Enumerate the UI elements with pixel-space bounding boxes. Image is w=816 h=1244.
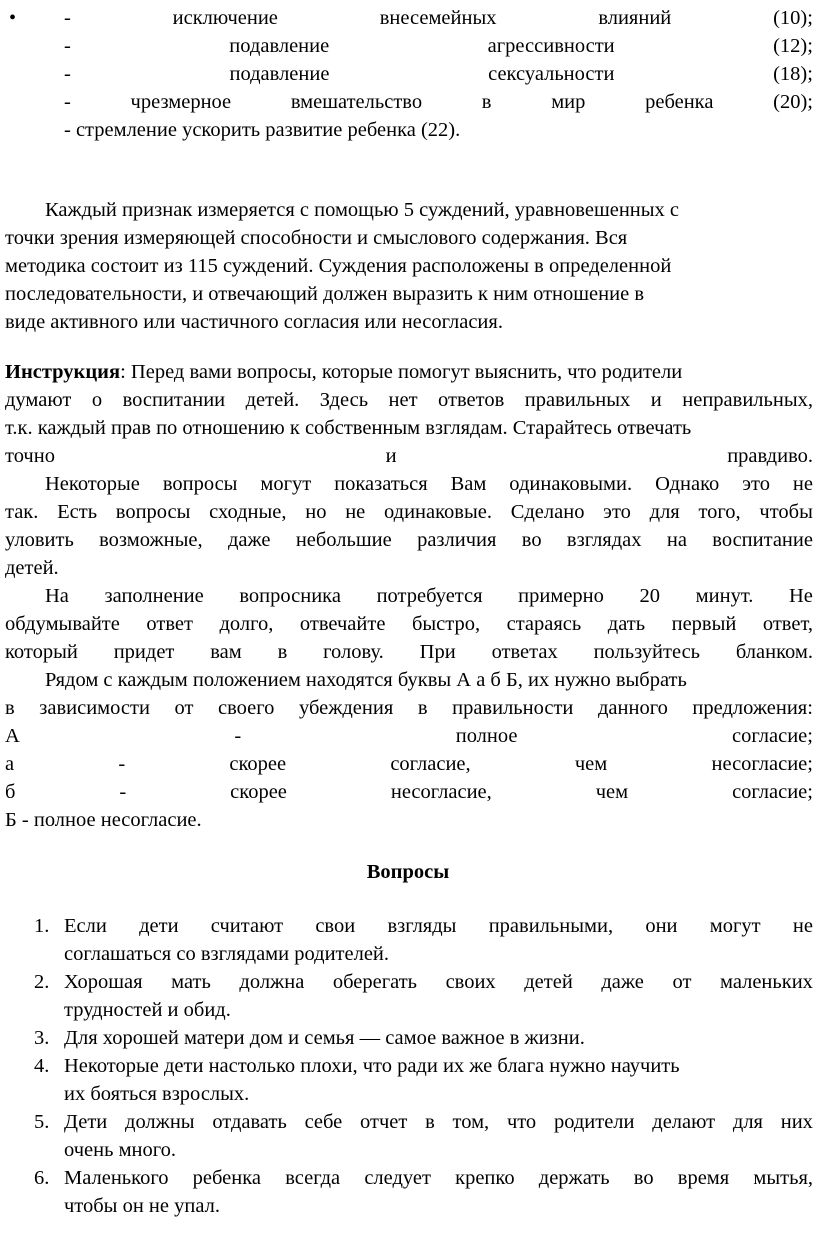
word: данного (597, 697, 668, 719)
word: - (119, 781, 127, 803)
word: очень много. (64, 1139, 177, 1161)
word: ответ (146, 613, 193, 635)
word: согласие, (390, 753, 471, 775)
word: одинаковыми. (509, 473, 633, 495)
bullet-item (64, 4, 813, 32)
word: различия (417, 529, 497, 551)
word: вопросы (115, 501, 191, 523)
word: Есть (57, 501, 98, 523)
word: себе (304, 1111, 343, 1133)
word: свои (315, 915, 356, 937)
word: (20); (773, 91, 813, 113)
word: неправильных, (682, 389, 813, 411)
word: это (742, 473, 770, 495)
word: взглядах (566, 529, 642, 551)
word: и (650, 389, 662, 411)
word: мать (171, 971, 211, 993)
word: придет (113, 641, 175, 663)
question-line (64, 940, 813, 968)
word: чем (595, 781, 629, 803)
word: стараясь (506, 613, 582, 635)
word: Некоторые (45, 473, 140, 495)
word: воспитании (122, 389, 226, 411)
paragraph-line (5, 554, 813, 582)
word: мытья, (753, 1167, 813, 1189)
word: полное (455, 725, 518, 747)
word: При (419, 641, 456, 663)
paragraph-line (5, 722, 813, 750)
word: оберегать (332, 971, 418, 993)
word: Сделано (510, 501, 585, 523)
word: подавление (229, 35, 330, 57)
word: вам (210, 641, 242, 663)
word: - стремление ускорить развитие ребенка (22). (64, 119, 461, 141)
word: первый (671, 613, 737, 635)
word: долго, (219, 613, 274, 635)
question-line (64, 1080, 813, 1108)
bullet-icon: • (9, 7, 17, 29)
question-line (64, 1192, 813, 1220)
word: потребуется (376, 585, 483, 607)
paragraph-line (5, 224, 813, 252)
word: правильными, (488, 915, 614, 937)
word: согласие; (732, 781, 813, 803)
word: скорее (230, 781, 287, 803)
word: Если (64, 915, 107, 937)
word: ответах (491, 641, 558, 663)
word: агрессивности (487, 35, 615, 57)
word: Некоторые дети настолько плохи, что ради их же блага нужно научить (64, 1055, 680, 1077)
word: чтобы (759, 501, 813, 523)
word: небольшие (295, 529, 392, 551)
word: одинаковые. (383, 501, 492, 523)
word: зависимости (39, 697, 150, 719)
word: от (174, 697, 194, 719)
word: ребенка (645, 91, 714, 113)
word: согласие; (732, 725, 813, 747)
paragraph-line (5, 526, 813, 554)
word: взгляды (387, 915, 457, 937)
word: делают (652, 1111, 716, 1133)
word: время (677, 1167, 730, 1189)
word: во (633, 1167, 654, 1189)
word: заполнение (104, 585, 204, 607)
word: могут (709, 915, 761, 937)
word: отвечайте (299, 613, 386, 635)
word: Каждый признак измеряется с помощью 5 суждений, уравновешенных с (45, 199, 680, 221)
word: детей. (5, 557, 59, 579)
word: даже (601, 971, 644, 993)
word: вмешательство (290, 91, 423, 113)
paragraph-line (5, 638, 813, 666)
paragraph-line (5, 252, 813, 280)
word: детей. (245, 389, 300, 411)
word: голову. (323, 641, 384, 663)
word: во (521, 529, 542, 551)
question-line (64, 1108, 813, 1136)
word: они (645, 915, 678, 937)
word: возможные, (99, 529, 203, 551)
word: дети (139, 915, 179, 937)
bullet-item (64, 116, 813, 144)
word: 20 (639, 585, 661, 607)
word: правдиво. (727, 445, 813, 467)
word: должна (239, 971, 305, 993)
question-number: 6. (34, 1167, 50, 1189)
word: трудностей и обид. (64, 999, 231, 1021)
word: в (277, 641, 288, 663)
word: что (506, 1111, 537, 1133)
paragraph-line (5, 694, 813, 722)
word: всегда (285, 1167, 341, 1189)
word: отдавать (212, 1111, 287, 1133)
word: - (118, 753, 126, 775)
word: точно (5, 445, 55, 467)
word: правильности (452, 697, 574, 719)
word: несогласие; (711, 753, 813, 775)
word: методика состоит из 115 суждений. Суждения расположены в определенной (5, 255, 672, 277)
questions-heading: Вопросы (366, 861, 450, 883)
word: быстро, (411, 613, 481, 635)
instruction-line (5, 358, 813, 386)
word: примерно (518, 585, 604, 607)
paragraph-line (45, 666, 813, 694)
word: воспитание (712, 529, 813, 551)
word: (12); (773, 35, 813, 57)
word: чрезмерное (130, 91, 232, 113)
word: б (5, 781, 16, 803)
word: - (64, 63, 71, 85)
question-number: 5. (34, 1111, 50, 1133)
word: ответ, (762, 613, 813, 635)
word: своих (445, 971, 496, 993)
word: исключение (172, 7, 278, 29)
word: Рядом с каждым положением находятся буквы А а б Б, их нужно выбрать (45, 669, 687, 691)
paragraph-line (5, 308, 813, 336)
word: который (5, 641, 78, 663)
word: соглашаться со взглядами родителей. (64, 943, 390, 965)
word: Однако (655, 473, 720, 495)
word: (18); (773, 63, 813, 85)
word: А (5, 725, 20, 747)
word: ответов (438, 389, 505, 411)
word: о (91, 389, 103, 411)
question-number: 4. (34, 1055, 50, 1077)
word: Здесь (319, 389, 369, 411)
instruction-line (5, 386, 813, 414)
word: мир (551, 91, 586, 113)
word: подавление (229, 63, 330, 85)
word: сексуальности (488, 63, 615, 85)
word: родители (553, 1111, 635, 1133)
word: Хорошая (64, 971, 143, 993)
question-line (64, 1136, 813, 1164)
word: не (792, 915, 813, 937)
word: в (5, 697, 15, 719)
word: вопросника (239, 585, 341, 607)
word: чтобы он не упал. (64, 1195, 220, 1217)
word: в (417, 697, 428, 719)
word: и (385, 445, 397, 467)
word: уловить (5, 529, 74, 551)
word: сходные, (209, 501, 287, 523)
paragraph-line (45, 470, 813, 498)
question-line (64, 1164, 813, 1192)
bullet-item (64, 32, 813, 60)
paragraph-line (5, 610, 813, 638)
word: на (666, 529, 687, 551)
word: держать (538, 1167, 610, 1189)
word: точки зрения измеряющей способности и смыслового содержания. Вся (5, 227, 628, 249)
word: предложения: (692, 697, 813, 719)
word: чем (574, 753, 608, 775)
question-number: 3. (34, 1027, 50, 1049)
question-line (64, 996, 813, 1024)
word: того, (698, 501, 741, 523)
word: для (732, 1111, 763, 1133)
word: отчет (360, 1111, 408, 1133)
word: - (64, 7, 71, 29)
instruction-text: : Перед вами вопросы, которые помогут выяснить, что родители (120, 361, 683, 383)
word: внесемейных (379, 7, 497, 29)
word: минут. (695, 585, 754, 607)
word: Для хорошей матери дом и семья — самое важное в жизни. (64, 1027, 585, 1049)
word: На (45, 585, 69, 607)
instruction-line (5, 442, 813, 470)
paragraph-line (5, 280, 813, 308)
word: нет (388, 389, 418, 411)
word: в (425, 1111, 435, 1133)
word: показаться (334, 473, 428, 495)
paragraph-line (5, 778, 813, 806)
word: последовательности, и отвечающий должен выразить к ним отношение в (5, 283, 644, 305)
word: убеждения (298, 697, 394, 719)
word: том, (452, 1111, 490, 1133)
bullet-item (64, 60, 813, 88)
word: бланком. (735, 641, 813, 663)
word: влияний (598, 7, 672, 29)
question-line (64, 968, 813, 996)
word: - (64, 35, 71, 57)
paragraph-line (45, 582, 813, 610)
question-line (64, 1024, 813, 1052)
question-line (64, 912, 813, 940)
bullet-item (64, 88, 813, 116)
word: следует (364, 1167, 431, 1189)
word: обдумывайте (5, 613, 120, 635)
word: должны (125, 1111, 195, 1133)
word: детей (524, 971, 573, 993)
question-line (64, 1052, 813, 1080)
word: могут (260, 473, 312, 495)
word: них (780, 1111, 813, 1133)
question-number: 1. (34, 915, 50, 937)
word: несогласие, (390, 781, 492, 803)
word: пользуйтесь (593, 641, 701, 663)
word: от (672, 971, 692, 993)
word: не (345, 501, 366, 523)
word: Б - полное несогласие. (5, 809, 202, 831)
word: их бояться взрослых. (64, 1083, 250, 1105)
paragraph-line (5, 750, 813, 778)
word: Не (789, 585, 813, 607)
word: т.к. каждый прав по отношению к собственным взглядам. Старайтесь отвечать (5, 417, 692, 439)
word: но (305, 501, 327, 523)
paragraph-line (45, 196, 813, 224)
word: считают (210, 915, 284, 937)
word: скорее (229, 753, 287, 775)
word: вопросы (162, 473, 238, 495)
word: в (481, 91, 492, 113)
word: это (603, 501, 631, 523)
word: ребенка (192, 1167, 261, 1189)
word: так. (5, 501, 39, 523)
question-number: 2. (34, 971, 50, 993)
paragraph-line (5, 498, 813, 526)
word: не (792, 473, 813, 495)
word: своего (218, 697, 275, 719)
word: крепко (455, 1167, 515, 1189)
word: даже (227, 529, 271, 551)
word: виде активного или частичного согласия или несогласия. (5, 311, 503, 333)
paragraph-line (5, 806, 813, 834)
word: а (5, 753, 15, 775)
word: (10); (773, 7, 813, 29)
word: дать (607, 613, 646, 635)
word: правильных (524, 389, 631, 411)
word: думают (5, 389, 72, 411)
word: Дети (64, 1111, 108, 1133)
word: для (649, 501, 680, 523)
instruction-label: Инструкция (5, 361, 121, 383)
word: - (234, 725, 242, 747)
word: маленьких (719, 971, 813, 993)
word: - (64, 91, 71, 113)
instruction-line (5, 414, 813, 442)
word: Маленького (64, 1167, 169, 1189)
word: Вам (450, 473, 487, 495)
